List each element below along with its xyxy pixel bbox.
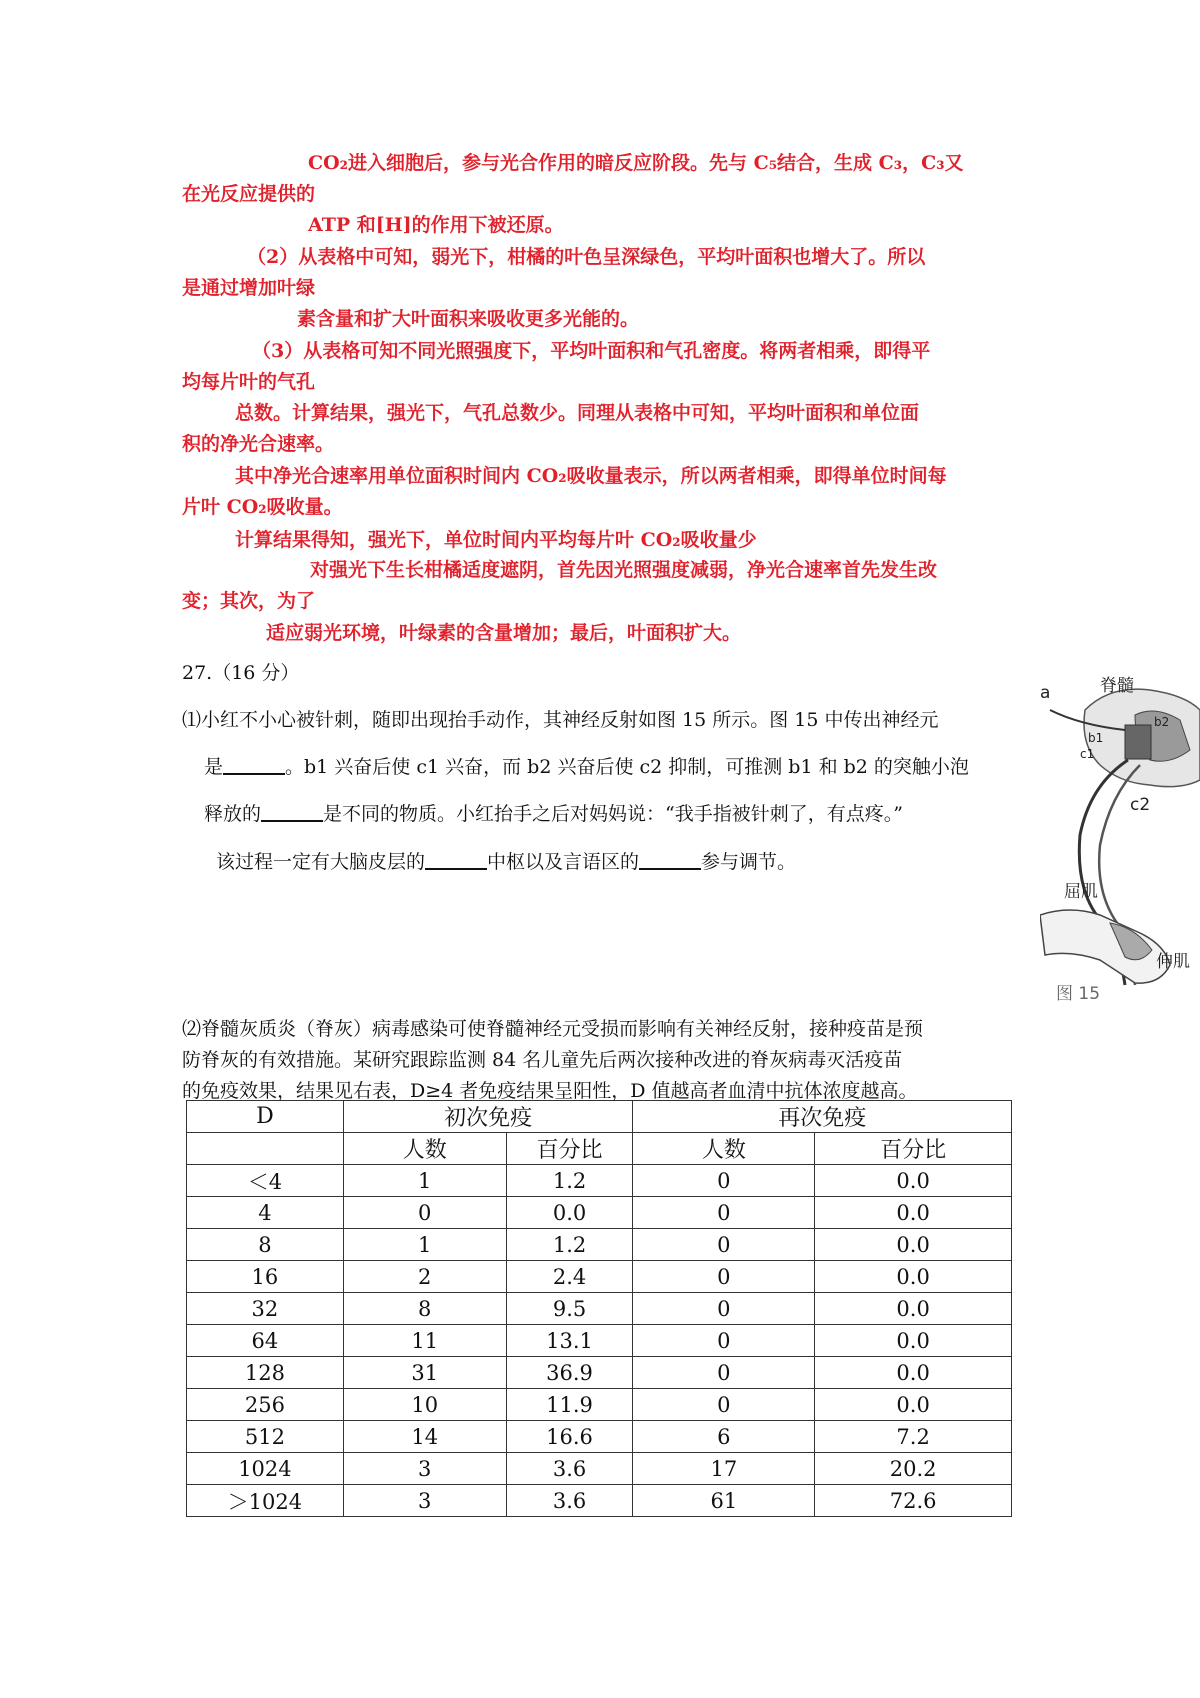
table-cell: 0.0 — [815, 1357, 1012, 1389]
answer-line-10: 积的净光合速率。 — [182, 433, 335, 455]
text-segment: 参与调节。 — [701, 851, 797, 873]
table-cell: 1024 — [187, 1453, 344, 1485]
subheader-count: 人数 — [633, 1133, 815, 1165]
table-cell: 7.2 — [815, 1421, 1012, 1453]
table-row — [187, 1229, 1012, 1261]
header-first-immunization: 初次免疫 — [343, 1101, 633, 1133]
text-segment: 该过程一定有大脑皮层的 — [216, 851, 426, 873]
text-segment: 是 — [204, 756, 224, 778]
table-cell: 4 — [187, 1197, 344, 1229]
table-cell: 61 — [633, 1485, 815, 1517]
table-cell: 0 — [343, 1197, 506, 1229]
answer-line-14: 对强光下生长柑橘适度遮阴，首先因光照强度减弱，净光合速率首先发生改 — [310, 559, 938, 581]
table-body — [187, 1165, 1012, 1517]
table-row — [187, 1453, 1012, 1485]
answer-blank-4[interactable] — [639, 850, 701, 870]
question-p1-line2 — [204, 755, 969, 779]
text-segment: 释放的 — [204, 803, 262, 825]
text-segment: 是不同的物质。小红抬手之后对妈妈说：“我手指被针刺了，有点疼。” — [323, 803, 903, 825]
table-cell: 1 — [343, 1165, 506, 1197]
table-row — [187, 1357, 1012, 1389]
header-d: D — [187, 1101, 344, 1133]
table-cell: 0 — [633, 1229, 815, 1261]
table-cell: 14 — [343, 1421, 506, 1453]
figure-label-c1: c1 — [1080, 747, 1095, 761]
answer-line-1: CO₂进入细胞后，参与光合作用的暗反应阶段。先与 C₅结合，生成 C₃，C₃又 — [308, 152, 964, 174]
table-cell: 1.2 — [506, 1229, 633, 1261]
table-cell: 0 — [633, 1165, 815, 1197]
table-cell: 20.2 — [815, 1453, 1012, 1485]
subheader-percent: 百分比 — [506, 1133, 633, 1165]
table-cell: 2.4 — [506, 1261, 633, 1293]
header-second-immunization: 再次免疫 — [633, 1101, 1012, 1133]
figure-label-flexor: 屈肌 — [1064, 882, 1098, 902]
table-cell: 0 — [633, 1261, 815, 1293]
table-cell: 0.0 — [815, 1229, 1012, 1261]
table-cell: 3 — [343, 1485, 506, 1517]
table-cell: 11.9 — [506, 1389, 633, 1421]
answer-line-12: 片叶 CO₂吸收量。 — [182, 496, 343, 518]
table-cell: 0 — [633, 1389, 815, 1421]
table-cell: 3.6 — [506, 1453, 633, 1485]
table-cell: 11 — [343, 1325, 506, 1357]
table-cell: 0.0 — [815, 1325, 1012, 1357]
answer-line-2: 在光反应提供的 — [182, 183, 316, 205]
figure-label-b2: b2 — [1154, 715, 1170, 729]
table-cell: 13.1 — [506, 1325, 633, 1357]
table-cell: 0.0 — [506, 1197, 633, 1229]
table-row — [187, 1389, 1012, 1421]
answer-line-3: ATP 和[H]的作用下被还原。 — [308, 214, 564, 236]
table-cell: 1.2 — [506, 1165, 633, 1197]
subheader-percent: 百分比 — [815, 1133, 1012, 1165]
figure-label-extensor: 伸肌 — [1156, 952, 1190, 972]
table-cell: 9.5 — [506, 1293, 633, 1325]
table-cell: 256 — [187, 1389, 344, 1421]
immunity-table — [186, 1100, 1012, 1517]
table-row — [187, 1325, 1012, 1357]
table-cell: 17 — [633, 1453, 815, 1485]
question-p1-line3 — [204, 802, 903, 826]
table-row — [187, 1485, 1012, 1517]
table-subheader-row — [187, 1133, 1012, 1165]
table-cell: 512 — [187, 1421, 344, 1453]
figure-caption: 图 15 — [1056, 984, 1101, 1004]
subheader-count: 人数 — [343, 1133, 506, 1165]
table-cell: 32 — [187, 1293, 344, 1325]
table-row — [187, 1293, 1012, 1325]
table-cell: 64 — [187, 1325, 344, 1357]
table-cell: 1 — [343, 1229, 506, 1261]
table-cell: 16.6 — [506, 1421, 633, 1453]
answer-line-13: 计算结果得知，强光下，单位时间内平均每片叶 CO₂吸收量少 — [235, 529, 757, 551]
text-segment: 。b1 兴奋后使 c1 兴奋，而 b2 兴奋后使 c2 抑制，可推测 b1 和 b2 的突触小泡 — [285, 756, 969, 778]
table-cell: 0.0 — [815, 1261, 1012, 1293]
question-p2-line3: 的免疫效果，结果见右表，D≥4 者免疫结果呈阳性，D 值越高者血清中抗体浓度越高。 — [182, 1080, 918, 1102]
table-cell: 16 — [187, 1261, 344, 1293]
reflex-arc-figure — [1040, 665, 1200, 1005]
table-cell: 0.0 — [815, 1165, 1012, 1197]
table-cell: ＞1024 — [187, 1485, 344, 1517]
table-cell: 0.0 — [815, 1197, 1012, 1229]
table-row — [187, 1261, 1012, 1293]
table-cell: 0.0 — [815, 1389, 1012, 1421]
answer-line-8: 均每片叶的气孔 — [182, 371, 316, 393]
answer-line-6: 素含量和扩大叶面积来吸收更多光能的。 — [297, 308, 640, 330]
table-cell: 0.0 — [815, 1293, 1012, 1325]
table-cell: 72.6 — [815, 1485, 1012, 1517]
question-p2-line1: ⑵脊髓灰质炎（脊灰）病毒感染可使脊髓神经元受损而影响有关神经反射，接种疫苗是预 — [182, 1018, 924, 1040]
figure-label-spine: 脊髓 — [1100, 676, 1134, 696]
table-cell: 0 — [633, 1293, 815, 1325]
answer-blank-1[interactable] — [223, 755, 285, 775]
table-cell: 3.6 — [506, 1485, 633, 1517]
table-cell: 31 — [343, 1357, 506, 1389]
table-cell: 6 — [633, 1421, 815, 1453]
answer-line-15: 变；其次，为了 — [182, 590, 316, 612]
table-cell: 128 — [187, 1357, 344, 1389]
table-cell: 3 — [343, 1453, 506, 1485]
table-cell: 0 — [633, 1325, 815, 1357]
figure-label-b1: b1 — [1088, 731, 1104, 745]
table-header-row — [187, 1101, 1012, 1133]
table-row — [187, 1165, 1012, 1197]
question-number: 27.（16 分） — [182, 662, 300, 684]
answer-line-4: （2）从表格中可知，弱光下，柑橘的叶色呈深绿色，平均叶面积也增大了。所以 — [247, 246, 926, 268]
question-p1-line4 — [216, 850, 796, 874]
question-p2-line2: 防脊灰的有效措施。某研究跟踪监测 84 名儿童先后两次接种改进的脊灰病毒灭活疫苗 — [182, 1049, 903, 1071]
subheader-empty — [187, 1133, 344, 1165]
table-cell: 0 — [633, 1357, 815, 1389]
table-cell: 8 — [343, 1293, 506, 1325]
answer-line-16: 适应弱光环境，叶绿素的含量增加；最后，叶面积扩大。 — [266, 622, 742, 644]
table-cell: ＜4 — [187, 1165, 344, 1197]
answer-line-7: （3）从表格可知不同光照强度下，平均叶面积和气孔密度。将两者相乘，即得平 — [252, 340, 931, 362]
text-segment: 中枢以及言语区的 — [487, 851, 640, 873]
figure-label-a: a — [1040, 683, 1051, 703]
table-row — [187, 1197, 1012, 1229]
table-cell: 2 — [343, 1261, 506, 1293]
answer-blank-3[interactable] — [425, 850, 487, 870]
answer-line-11: 其中净光合速率用单位面积时间内 CO₂吸收量表示，所以两者相乘，即得单位时间每 — [235, 465, 947, 487]
answer-line-9: 总数。计算结果，强光下，气孔总数少。同理从表格中可知，平均叶面积和单位面 — [235, 402, 920, 424]
table-cell: 10 — [343, 1389, 506, 1421]
table-cell: 0 — [633, 1197, 815, 1229]
figure-label-c2: c2 — [1130, 795, 1151, 815]
question-p1-line1: ⑴小红不小心被针刺，随即出现抬手动作，其神经反射如图 15 所示。图 15 中传出神经元 — [182, 709, 939, 731]
answer-blank-2[interactable] — [261, 802, 323, 822]
answer-line-5: 是通过增加叶绿 — [182, 277, 316, 299]
table-row — [187, 1421, 1012, 1453]
table-cell: 36.9 — [506, 1357, 633, 1389]
table-cell: 8 — [187, 1229, 344, 1261]
